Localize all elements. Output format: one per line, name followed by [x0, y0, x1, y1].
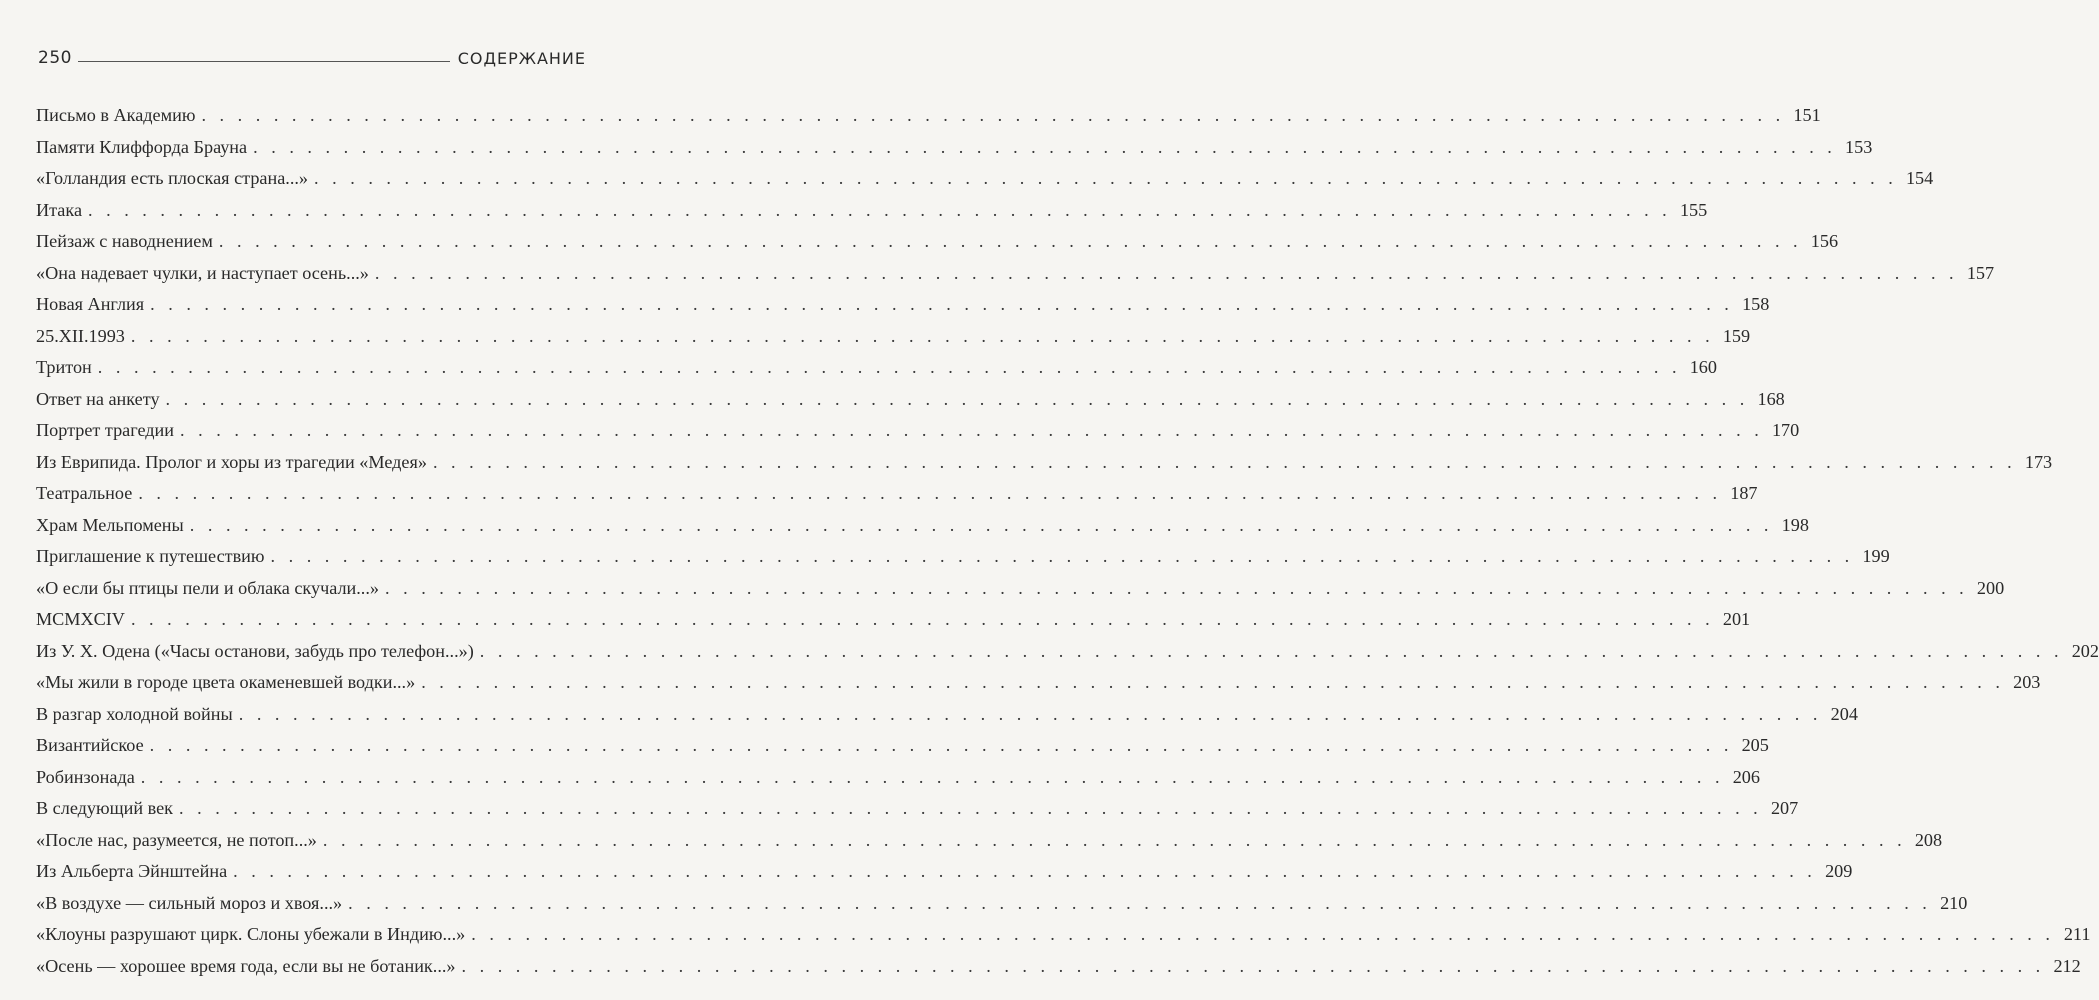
dot-leader [219, 226, 1802, 258]
toc-entry-title: «Клоуны разрушают цирк. Слоны убежали в Индию...» [36, 924, 466, 944]
toc-entry-page: 160 [1689, 357, 1717, 377]
dot-leader [201, 100, 1784, 132]
toc-entry [36, 636, 2099, 668]
header-rule [78, 61, 450, 62]
toc-entry-title: «После нас, разумеется, не потоп...» [36, 829, 317, 850]
section-title: СОДЕРЖАНИЕ [457, 49, 586, 68]
toc-entry-title: Тритон [36, 357, 92, 377]
dot-leader [421, 667, 2004, 699]
toc-entry-page: 157 [1966, 262, 1995, 283]
dot-leader [348, 888, 1931, 920]
toc-entry-page: 159 [1722, 325, 1751, 346]
toc-entry-page: 170 [1771, 420, 1800, 440]
toc-entry-title: Памяти Клиффорда Брауна [36, 136, 248, 157]
toc-entry-title: 25.XII.1993 [36, 325, 125, 346]
dot-leader [271, 541, 1854, 573]
toc-entry-title: Письмо в Академию [36, 105, 196, 125]
toc-entry-page: 206 [1732, 766, 1760, 787]
dot-leader [88, 195, 1671, 227]
toc-entry [36, 667, 2041, 699]
dot-leader [179, 793, 1762, 825]
dot-leader [462, 951, 2045, 983]
dot-leader [385, 573, 1968, 605]
toc-entry [36, 384, 1785, 416]
toc-entry-page: 151 [1793, 105, 1821, 125]
dot-leader [314, 163, 1897, 195]
toc-entry [36, 352, 1717, 384]
toc-entry-title: В следующий век [36, 798, 174, 818]
toc-entry-page: 198 [1781, 514, 1809, 535]
dot-leader [253, 132, 1836, 164]
toc-entry-page: 156 [1810, 231, 1839, 251]
dot-leader [150, 289, 1733, 321]
toc-entry-page: 173 [2024, 451, 2053, 472]
toc-entry-page: 168 [1757, 388, 1785, 409]
toc-entry-page: 204 [1830, 703, 1858, 724]
toc-entry-page: 153 [1845, 136, 1873, 157]
dot-leader [239, 699, 1822, 731]
toc-entry [36, 100, 1821, 132]
dot-leader [323, 825, 1906, 857]
toc-entry-title: «Мы жили в городе цвета окаменевшей водки...» [36, 672, 416, 692]
dot-leader [180, 415, 1763, 447]
toc-entry-page: 158 [1742, 294, 1770, 314]
dot-leader [471, 919, 2054, 951]
toc-entry-title: «В воздухе — сильный мороз и хвоя...» [36, 892, 343, 913]
toc-entry [36, 195, 1708, 227]
dot-leader [190, 510, 1773, 542]
table-of-contents [36, 100, 2099, 982]
running-head [38, 48, 586, 68]
toc-entry-title: «Она надевает чулки, и наступает осень...» [36, 262, 369, 283]
toc-entry [36, 478, 1758, 510]
toc-entry-title: Приглашение к путешествию [36, 546, 265, 566]
dot-leader [480, 636, 2063, 668]
toc-entry-title: Итака [36, 199, 83, 220]
toc-entry [36, 289, 1770, 321]
toc-entry [36, 163, 1934, 195]
dot-leader [138, 478, 1721, 510]
toc-entry [36, 132, 1873, 164]
toc-entry-title: Пейзаж с наводнением [36, 231, 213, 251]
toc-entry-title: Робинзонада [36, 766, 135, 787]
page-number: 250 [38, 48, 72, 68]
toc-entry-title: В разгар холодной войны [36, 703, 233, 724]
toc-entry-page: 205 [1741, 735, 1769, 755]
toc-entry-page: 187 [1730, 483, 1758, 503]
toc-entry-title: Новая Англия [36, 294, 145, 314]
toc-entry [36, 730, 1769, 762]
toc-entry-title: «Осень — хорошее время года, если вы не ботаник...» [36, 955, 456, 976]
toc-entry [36, 447, 2053, 479]
toc-entry [36, 825, 1943, 857]
dot-leader [131, 604, 1714, 636]
toc-entry-page: 203 [2013, 672, 2041, 692]
toc-entry-title: Портрет трагедии [36, 420, 175, 440]
toc-entry-page: 212 [2053, 955, 2081, 976]
toc-entry-title: Храм Мельпомены [36, 514, 184, 535]
dot-leader [233, 856, 1816, 888]
toc-entry [36, 888, 1968, 920]
toc-entry [36, 541, 1890, 573]
toc-entry-title: Театральное [36, 483, 133, 503]
dot-leader [150, 730, 1733, 762]
toc-entry [36, 258, 1995, 290]
dot-leader [141, 762, 1724, 794]
toc-entry [36, 510, 1809, 542]
toc-entry [36, 919, 2091, 951]
toc-entry [36, 604, 1751, 636]
toc-entry-page: 155 [1679, 199, 1708, 220]
toc-entry [36, 415, 1800, 447]
toc-entry-title: MCMXCIV [36, 609, 125, 629]
toc-entry-page: 208 [1914, 829, 1943, 850]
toc-entry-title: Из Еврипида. Пролог и хоры из трагедии «Медея» [36, 451, 427, 472]
toc-entry-page: 154 [1905, 168, 1934, 188]
toc-entry-title: Ответ на анкету [36, 388, 160, 409]
toc-entry [36, 226, 1839, 258]
toc-entry-page: 209 [1825, 861, 1853, 881]
toc-entry-title: Византийское [36, 735, 144, 755]
toc-entry [36, 762, 1760, 794]
toc-entry-page: 201 [1722, 609, 1751, 629]
dot-leader [375, 258, 1958, 290]
toc-entry-page: 199 [1862, 546, 1890, 566]
toc-entry [36, 573, 2005, 605]
toc-entry-title: Из Альберта Эйнштейна [36, 861, 228, 881]
toc-entry-page: 207 [1770, 798, 1799, 818]
toc-entry-title: «О если бы птицы пели и облака скучали...» [36, 577, 379, 598]
toc-entry-title: «Голландия есть плоская страна...» [36, 168, 309, 188]
toc-entry [36, 793, 1799, 825]
toc-entry-page: 210 [1940, 892, 1968, 913]
toc-entry-page: 202 [2071, 640, 2099, 661]
dot-leader [433, 447, 2016, 479]
toc-entry [36, 321, 1751, 353]
toc-entry-title: Из У. Х. Одена («Часы останови, забудь про телефон...») [36, 640, 474, 661]
toc-entry [36, 856, 1853, 888]
toc-entry-page: 200 [1976, 577, 2005, 598]
dot-leader [98, 352, 1681, 384]
toc-entry-page: 211 [2063, 924, 2091, 944]
dot-leader [131, 321, 1714, 353]
toc-entry [36, 699, 1858, 731]
dot-leader [166, 384, 1749, 416]
toc-entry [36, 951, 2081, 983]
